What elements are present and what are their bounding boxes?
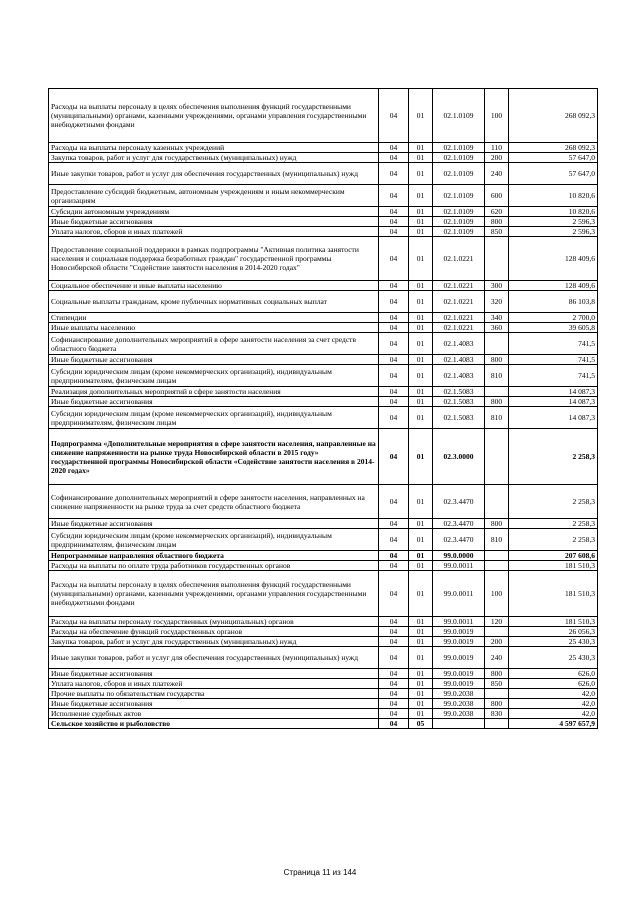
row-expense-type [485, 719, 509, 729]
row-expense-type [485, 429, 509, 485]
table-row [49, 669, 598, 679]
row-section-code: 04 [379, 365, 409, 387]
row-section-code: 04 [379, 185, 409, 207]
row-section-code: 04 [379, 355, 409, 365]
table-row [49, 89, 598, 143]
row-amount: 181 510,3 [509, 561, 598, 571]
row-section-code: 04 [379, 699, 409, 709]
row-section-code: 04 [379, 627, 409, 637]
row-target-article: 99.0.0019 [433, 627, 485, 637]
table-row [49, 699, 598, 709]
row-subsection-code: 01 [409, 669, 433, 679]
row-subsection-code: 01 [409, 397, 433, 407]
row-amount: 2 258,3 [509, 429, 598, 485]
table-row [49, 387, 598, 397]
table-row [49, 153, 598, 163]
row-target-article: 99.0.0019 [433, 679, 485, 689]
row-target-article: 02.1.0109 [433, 153, 485, 163]
table-row [49, 355, 598, 365]
row-amount: 2 258,3 [509, 485, 598, 519]
row-target-article: 02.1.4083 [433, 355, 485, 365]
row-expense-type: 800 [485, 519, 509, 529]
row-subsection-code: 01 [409, 153, 433, 163]
row-subsection-code: 01 [409, 407, 433, 429]
row-amount: 2 258,3 [509, 519, 598, 529]
row-target-article: 02.1.5083 [433, 407, 485, 429]
row-target-article: 02.1.0109 [433, 143, 485, 153]
row-target-article: 99.0.0019 [433, 647, 485, 669]
row-name: Субсидии юридическим лицам (кроме некоммерческих организаций), индивидуальным предпринимателям, физическим лицам [49, 365, 379, 387]
row-amount: 14 087,3 [509, 387, 598, 397]
row-subsection-code: 01 [409, 89, 433, 143]
row-expense-type [485, 551, 509, 561]
row-subsection-code: 01 [409, 617, 433, 627]
row-target-article: 02.1.5083 [433, 387, 485, 397]
row-amount: 42,0 [509, 689, 598, 699]
row-target-article: 02.3.4470 [433, 529, 485, 551]
row-amount: 181 510,3 [509, 617, 598, 627]
table-row [49, 637, 598, 647]
table-row [49, 647, 598, 669]
row-section-code: 04 [379, 551, 409, 561]
row-subsection-code: 01 [409, 227, 433, 237]
row-amount: 741,5 [509, 355, 598, 365]
row-subsection-code: 05 [409, 719, 433, 729]
row-amount: 2 596,3 [509, 217, 598, 227]
row-name: Уплата налогов, сборов и иных платежей [49, 679, 379, 689]
row-target-article: 99.0.2038 [433, 689, 485, 699]
table-row [49, 529, 598, 551]
table-row [49, 323, 598, 333]
row-subsection-code: 01 [409, 355, 433, 365]
row-section-code: 04 [379, 163, 409, 185]
row-target-article: 02.1.0109 [433, 207, 485, 217]
table-row [49, 163, 598, 185]
row-target-article: 02.3.0000 [433, 429, 485, 485]
table-row [49, 719, 598, 729]
table-row [49, 237, 598, 281]
row-expense-type: 100 [485, 571, 509, 617]
row-subsection-code: 01 [409, 429, 433, 485]
row-amount: 128 409,6 [509, 237, 598, 281]
table-row [49, 429, 598, 485]
row-expense-type: 600 [485, 185, 509, 207]
row-section-code: 04 [379, 237, 409, 281]
row-target-article: 02.1.0109 [433, 185, 485, 207]
row-target-article: 02.1.4083 [433, 365, 485, 387]
row-name: Предоставление социальной поддержки в рамках подпрограммы "Активная политика занятости населения и социальная поддержка безработных граждан" государственной программы Новосибирской области "Содействие занятости населения в 2014-2020 годах" [49, 237, 379, 281]
row-subsection-code: 01 [409, 699, 433, 709]
row-name: Реализация дополнительных мероприятий в сфере занятости населения [49, 387, 379, 397]
row-amount: 25 430,3 [509, 647, 598, 669]
row-amount: 10 820,6 [509, 207, 598, 217]
row-target-article: 99.0.2038 [433, 699, 485, 709]
row-section-code: 04 [379, 617, 409, 627]
row-target-article: 99.0.0019 [433, 637, 485, 647]
row-expense-type: 800 [485, 355, 509, 365]
row-subsection-code: 01 [409, 647, 433, 669]
row-subsection-code: 01 [409, 689, 433, 699]
row-subsection-code: 01 [409, 627, 433, 637]
row-name: Непрограммные направления областного бюджета [49, 551, 379, 561]
row-amount: 57 647,0 [509, 153, 598, 163]
row-expense-type: 810 [485, 407, 509, 429]
row-expense-type: 200 [485, 637, 509, 647]
row-section-code: 04 [379, 89, 409, 143]
row-section-code: 04 [379, 689, 409, 699]
page-number: Страница 11 из 144 [283, 868, 357, 877]
row-amount: 207 608,6 [509, 551, 598, 561]
row-section-code: 04 [379, 313, 409, 323]
row-amount: 86 103,8 [509, 291, 598, 313]
row-expense-type: 620 [485, 207, 509, 217]
row-target-article: 02.3.4470 [433, 485, 485, 519]
row-section-code: 04 [379, 227, 409, 237]
table-row [49, 281, 598, 291]
row-amount: 10 820,6 [509, 185, 598, 207]
row-subsection-code: 01 [409, 365, 433, 387]
row-subsection-code: 01 [409, 561, 433, 571]
row-subsection-code: 01 [409, 323, 433, 333]
row-subsection-code: 01 [409, 679, 433, 689]
table-row [49, 397, 598, 407]
row-target-article: 02.1.0221 [433, 323, 485, 333]
row-expense-type: 850 [485, 679, 509, 689]
row-amount: 741,5 [509, 333, 598, 355]
row-target-article: 99.0.0011 [433, 571, 485, 617]
row-name: Расходы на выплаты по оплате труда работников государственных органов [49, 561, 379, 571]
row-amount: 4 597 657,9 [509, 719, 598, 729]
row-name: Субсидии автономным учреждениям [49, 207, 379, 217]
row-section-code: 04 [379, 429, 409, 485]
row-target-article: 02.1.0221 [433, 291, 485, 313]
row-name: Субсидии юридическим лицам (кроме некоммерческих организаций), индивидуальным предпринимателям, физическим лицам [49, 407, 379, 429]
row-subsection-code: 01 [409, 217, 433, 227]
table-row [49, 551, 598, 561]
row-target-article: 02.1.0109 [433, 227, 485, 237]
row-name: Предоставление субсидий бюджетным, автономным учреждениям и иным некоммерческим организациям [49, 185, 379, 207]
row-name: Иные закупки товаров, работ и услуг для обеспечения государственных (муниципальных) нужд [49, 647, 379, 669]
row-expense-type [485, 333, 509, 355]
row-amount: 268 092,3 [509, 89, 598, 143]
row-section-code: 04 [379, 519, 409, 529]
row-target-article: 02.1.0221 [433, 237, 485, 281]
row-expense-type: 800 [485, 669, 509, 679]
row-name: Расходы на выплаты персоналу в целях обеспечения выполнения функций государственными (муниципальными) органами, казенными учреждениями, органами управления государственными внебюджетными фондами [49, 571, 379, 617]
row-expense-type: 300 [485, 281, 509, 291]
row-target-article: 02.1.5083 [433, 397, 485, 407]
row-subsection-code: 01 [409, 185, 433, 207]
row-subsection-code: 01 [409, 333, 433, 355]
row-expense-type: 800 [485, 397, 509, 407]
row-name: Иные бюджетные ассигнования [49, 699, 379, 709]
row-expense-type: 850 [485, 227, 509, 237]
row-amount: 57 647,0 [509, 163, 598, 185]
row-expense-type [485, 627, 509, 637]
row-subsection-code: 01 [409, 291, 433, 313]
row-section-code: 04 [379, 153, 409, 163]
row-expense-type: 120 [485, 617, 509, 627]
row-expense-type: 800 [485, 217, 509, 227]
row-name: Расходы на обеспечение функций государственных органов [49, 627, 379, 637]
table-row [49, 143, 598, 153]
row-name: Закупка товаров, работ и услуг для государственных (муниципальных) нужд [49, 637, 379, 647]
row-name: Социальное обеспечение и иные выплаты населению [49, 281, 379, 291]
row-expense-type [485, 237, 509, 281]
row-subsection-code: 01 [409, 237, 433, 281]
row-name: Сельское хозяйство и рыболовство [49, 719, 379, 729]
row-section-code: 04 [379, 719, 409, 729]
row-target-article: 02.3.4470 [433, 519, 485, 529]
row-subsection-code: 01 [409, 519, 433, 529]
row-target-article: 02.1.4083 [433, 333, 485, 355]
row-amount: 25 430,3 [509, 637, 598, 647]
row-subsection-code: 01 [409, 529, 433, 551]
row-name: Иные бюджетные ассигнования [49, 669, 379, 679]
row-section-code: 04 [379, 323, 409, 333]
row-subsection-code: 01 [409, 143, 433, 153]
budget-table [48, 88, 598, 729]
row-subsection-code: 01 [409, 571, 433, 617]
row-subsection-code: 01 [409, 387, 433, 397]
row-section-code: 04 [379, 679, 409, 689]
row-name: Иные бюджетные ассигнования [49, 397, 379, 407]
row-expense-type: 360 [485, 323, 509, 333]
row-expense-type: 100 [485, 89, 509, 143]
table-row [49, 227, 598, 237]
row-section-code: 04 [379, 333, 409, 355]
table-row [49, 679, 598, 689]
row-name: Прочие выплаты по обязательствам государства [49, 689, 379, 699]
row-section-code: 04 [379, 709, 409, 719]
row-expense-type: 810 [485, 529, 509, 551]
row-name: Софинансирование дополнительных мероприятий в сфере занятости населения за счет средств областного бюджета [49, 333, 379, 355]
row-section-code: 04 [379, 207, 409, 217]
row-name: Иные бюджетные ассигнования [49, 217, 379, 227]
row-target-article: 02.1.0221 [433, 313, 485, 323]
row-section-code: 04 [379, 529, 409, 551]
row-name: Софинансирование дополнительных мероприятий в сфере занятости населения, направленных на снижение напряженности на рынке труда за счет средств областного бюджета [49, 485, 379, 519]
row-section-code: 04 [379, 291, 409, 313]
row-target-article: 99.0.2038 [433, 709, 485, 719]
row-subsection-code: 01 [409, 313, 433, 323]
row-target-article: 02.1.0221 [433, 281, 485, 291]
table-row [49, 365, 598, 387]
row-target-article: 02.1.0109 [433, 163, 485, 185]
row-name: Уплата налогов, сборов и иных платежей [49, 227, 379, 237]
row-expense-type: 110 [485, 143, 509, 153]
row-section-code: 04 [379, 397, 409, 407]
row-amount: 181 510,3 [509, 571, 598, 617]
table-row [49, 217, 598, 227]
row-amount: 42,0 [509, 699, 598, 709]
row-expense-type: 830 [485, 709, 509, 719]
row-target-article [433, 719, 485, 729]
row-expense-type: 200 [485, 153, 509, 163]
row-name: Расходы на выплаты персоналу государственных (муниципальных) органов [49, 617, 379, 627]
row-expense-type: 240 [485, 163, 509, 185]
row-section-code: 04 [379, 217, 409, 227]
row-amount: 14 087,3 [509, 397, 598, 407]
table-row [49, 519, 598, 529]
row-name: Социальные выплаты гражданам, кроме публичных нормативных социальных выплат [49, 291, 379, 313]
row-target-article: 02.1.0109 [433, 89, 485, 143]
row-subsection-code: 01 [409, 551, 433, 561]
table-row [49, 571, 598, 617]
table-row [49, 617, 598, 627]
row-name: Иные бюджетные ассигнования [49, 519, 379, 529]
row-expense-type: 340 [485, 313, 509, 323]
row-subsection-code: 01 [409, 485, 433, 519]
row-amount: 741,5 [509, 365, 598, 387]
row-section-code: 04 [379, 637, 409, 647]
row-expense-type [485, 689, 509, 699]
row-name: Иные закупки товаров, работ и услуг для обеспечения государственных (муниципальных) нужд [49, 163, 379, 185]
row-section-code: 04 [379, 485, 409, 519]
row-expense-type: 810 [485, 365, 509, 387]
row-section-code: 04 [379, 561, 409, 571]
table-row [49, 709, 598, 719]
table-row [49, 689, 598, 699]
row-amount: 128 409,6 [509, 281, 598, 291]
row-name: Расходы на выплаты персоналу в целях обеспечения выполнения функций государственными (муниципальными) органами, казенными учреждениями, органами управления государственными внебюджетными фондами [49, 89, 379, 143]
row-expense-type: 240 [485, 647, 509, 669]
row-name: Стипендии [49, 313, 379, 323]
row-amount: 42,0 [509, 709, 598, 719]
table-row [49, 291, 598, 313]
row-subsection-code: 01 [409, 709, 433, 719]
row-name: Иные бюджетные ассигнования [49, 355, 379, 365]
row-amount: 268 092,3 [509, 143, 598, 153]
row-subsection-code: 01 [409, 281, 433, 291]
row-section-code: 04 [379, 387, 409, 397]
row-amount: 39 605,8 [509, 323, 598, 333]
row-section-code: 04 [379, 407, 409, 429]
row-amount: 626,0 [509, 679, 598, 689]
table-row [49, 627, 598, 637]
row-target-article: 99.0.0000 [433, 551, 485, 561]
table-row [49, 333, 598, 355]
table-row [49, 561, 598, 571]
row-name: Исполнение судебных актов [49, 709, 379, 719]
row-expense-type: 800 [485, 699, 509, 709]
row-section-code: 04 [379, 669, 409, 679]
row-amount: 14 087,3 [509, 407, 598, 429]
table-row [49, 485, 598, 519]
row-subsection-code: 01 [409, 163, 433, 185]
row-name: Иные выплаты населению [49, 323, 379, 333]
row-subsection-code: 01 [409, 207, 433, 217]
row-amount: 2 700,0 [509, 313, 598, 323]
row-name: Закупка товаров, работ и услуг для государственных (муниципальных) нужд [49, 153, 379, 163]
table-row [49, 185, 598, 207]
row-expense-type [485, 485, 509, 519]
row-name: Субсидии юридическим лицам (кроме некоммерческих организаций), индивидуальным предпринимателям, физическим лицам [49, 529, 379, 551]
row-amount: 2 596,3 [509, 227, 598, 237]
row-name: Подпрограмма «Дополнительные мероприятия в сфере занятости населения, направленные на снижение напряженности на рынке труда Новосибирской области в 2015 году» государственной программы Новосибирской области «Содействие занятости населения в 2014-2020 годах» [49, 429, 379, 485]
row-expense-type: 320 [485, 291, 509, 313]
row-amount: 26 056,3 [509, 627, 598, 637]
table-row [49, 407, 598, 429]
row-section-code: 04 [379, 647, 409, 669]
row-section-code: 04 [379, 281, 409, 291]
row-amount: 2 258,3 [509, 529, 598, 551]
row-target-article: 99.0.0019 [433, 669, 485, 679]
row-section-code: 04 [379, 571, 409, 617]
row-name: Расходы на выплаты персоналу казенных учреждений [49, 143, 379, 153]
row-target-article: 99.0.0011 [433, 561, 485, 571]
row-amount: 626,0 [509, 669, 598, 679]
row-target-article: 02.1.0109 [433, 217, 485, 227]
row-subsection-code: 01 [409, 637, 433, 647]
row-expense-type [485, 387, 509, 397]
table-row [49, 207, 598, 217]
row-section-code: 04 [379, 143, 409, 153]
row-target-article: 99.0.0011 [433, 617, 485, 627]
row-expense-type [485, 561, 509, 571]
table-row [49, 313, 598, 323]
